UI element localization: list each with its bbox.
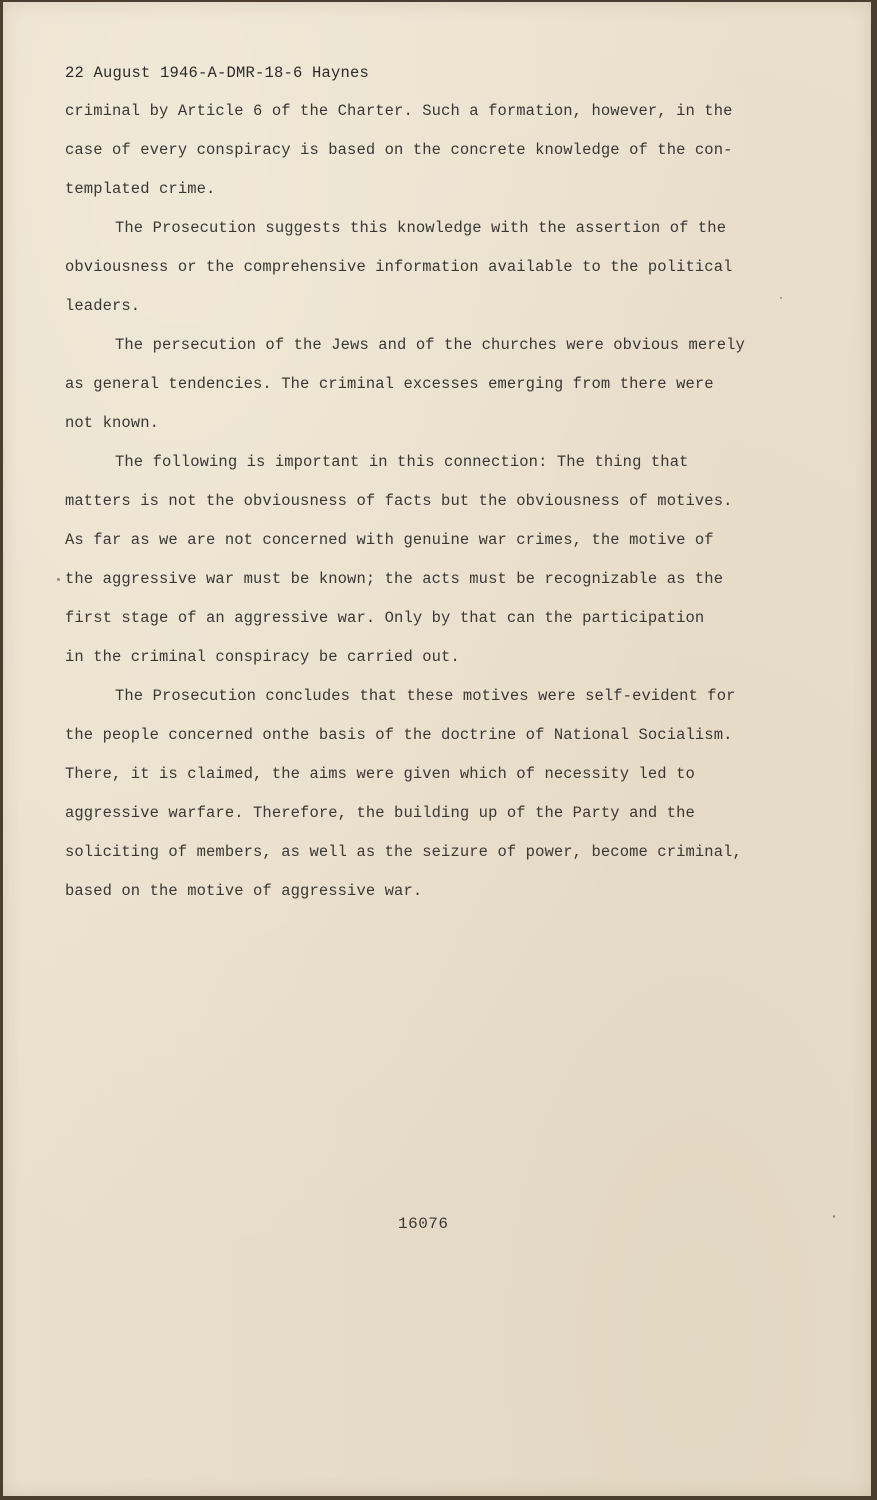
document-body <box>65 96 765 915</box>
text-line: The persecution of the Jews and of the churches were obvious merely <box>115 336 745 354</box>
text-line: aggressive warfare. Therefore, the building up of the Party and the <box>65 804 695 822</box>
text-line: case of every conspiracy is based on the concrete knowledge of the con- <box>65 141 733 159</box>
text-line: The following is important in this connection: The thing that <box>115 453 689 471</box>
text-line: The Prosecution suggests this knowledge with the assertion of the <box>115 219 727 237</box>
text-line: There, it is claimed, the aims were given which of necessity led to <box>65 765 695 783</box>
text-line: As far as we are not concerned with genuine war crimes, the motive of <box>65 531 714 549</box>
text-line: in the criminal conspiracy be carried out. <box>65 648 460 666</box>
text-line: as general tendencies. The criminal excesses emerging from there were <box>65 375 714 393</box>
text-line: not known. <box>65 414 160 432</box>
text-line: matters is not the obviousness of facts but the obviousness of motives. <box>65 492 733 510</box>
text-line: templated crime. <box>65 180 216 198</box>
paragraph-3 <box>65 330 765 447</box>
paper-speck <box>780 297 782 299</box>
document-header: 22 August 1946-A-DMR-18-6 Haynes <box>65 64 370 82</box>
text-line: based on the motive of aggressive war. <box>65 882 423 900</box>
paragraph-1 <box>65 96 765 213</box>
text-line: criminal by Article 6 of the Charter. Such a formation, however, in the <box>65 102 733 120</box>
document-page <box>3 2 871 1496</box>
text-line: leaders. <box>65 297 141 315</box>
text-line: soliciting of members, as well as the seizure of power, become criminal, <box>65 843 742 861</box>
text-line: obviousness or the comprehensive information available to the political <box>65 258 733 276</box>
paragraph-5 <box>65 681 765 915</box>
text-line: The Prosecution concludes that these motives were self-evident for <box>115 687 736 705</box>
paper-speck <box>833 1215 835 1218</box>
text-line: first stage of an aggressive war. Only by that can the participation <box>65 609 705 627</box>
paragraph-2 <box>65 213 765 330</box>
text-line: the people concerned onthe basis of the doctrine of National Socialism. <box>65 726 733 744</box>
text-line: the aggressive war must be known; the acts must be recognizable as the <box>65 570 724 588</box>
paper-speck <box>57 578 60 581</box>
paragraph-4 <box>65 447 765 681</box>
page-number: 16076 <box>398 1215 449 1233</box>
